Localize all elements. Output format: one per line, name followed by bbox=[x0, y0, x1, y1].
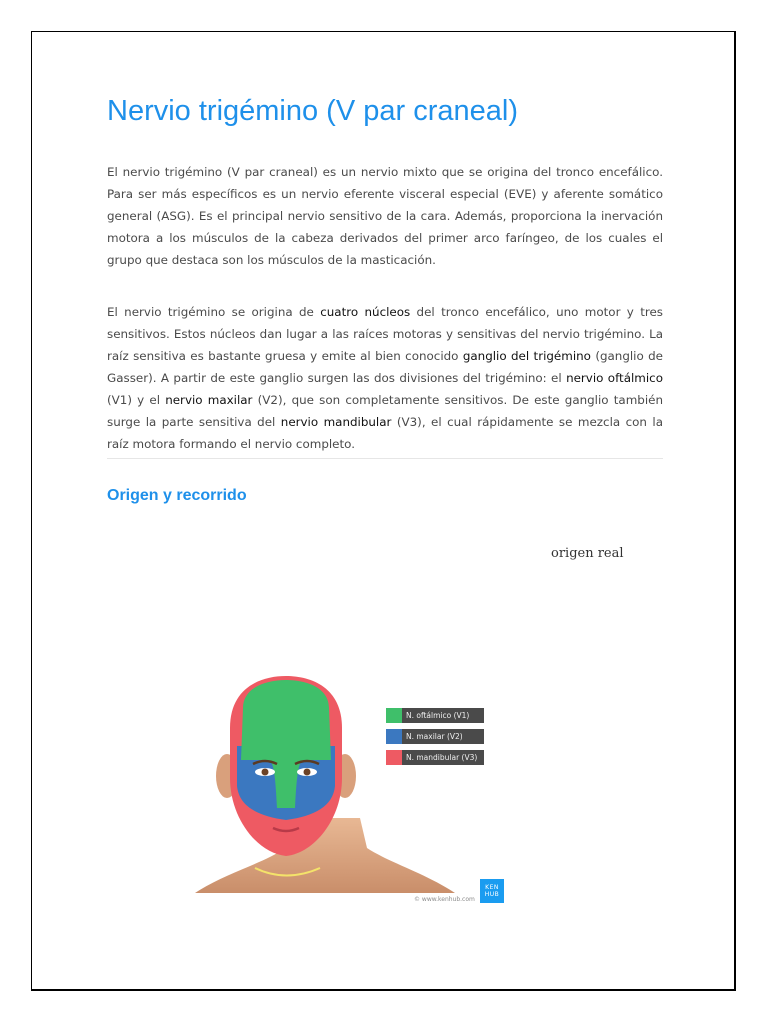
keyword-nervio-mandibular: nervio mandibular bbox=[280, 415, 392, 429]
legend-label-v1: N. oftálmico (V1) bbox=[402, 708, 484, 723]
origin-label: origen real bbox=[551, 546, 624, 561]
legend-item-v3 bbox=[386, 750, 484, 765]
text-segment: (V1) y el bbox=[107, 393, 166, 407]
trigeminal-face-illustration bbox=[185, 668, 515, 908]
text-segment: (V3), el cual rápidamente se mezcla con la raíz motora formando el nervio completo. bbox=[107, 415, 663, 451]
text-segment: (V2), que son completamente sensitivos. De este ganglio también surge la parte sensitiva del bbox=[107, 393, 663, 429]
text-segment: (ganglio de Gasser). A partir de este ganglio surgen las dos divisiones del trigémino: el bbox=[107, 349, 663, 385]
legend-item-v2 bbox=[386, 729, 484, 744]
keyword-nervio-oftalmico: nervio oftálmico bbox=[566, 371, 663, 385]
legend-item-v1 bbox=[386, 708, 484, 723]
legend-label-v3: N. mandibular (V3) bbox=[402, 750, 484, 765]
section-heading: Origen y recorrido bbox=[107, 487, 247, 504]
page-title: Nervio trigémino (V par craneal) bbox=[107, 95, 518, 127]
keyword-ganglio-trigemino: ganglio del trigémino bbox=[462, 349, 591, 363]
legend-swatch-v1 bbox=[386, 708, 402, 723]
copyright-text: © www.kenhub.com bbox=[414, 896, 475, 903]
text-segment: El nervio trigémino se origina de bbox=[107, 305, 321, 319]
origin-paragraph bbox=[107, 301, 663, 455]
intro-paragraph: El nervio trigémino (V par craneal) es un nervio mixto que se origina del tronco encefálico. Para ser más específicos es un nervio eferente visceral especial (EVE) y aferente somático general (ASG). Es el principal nervio sensitivo de la cara. Además, proporciona la inervación motora a los músculos de la cabeza derivados del primer arco faríngeo, de los cuales el grupo que destaca son los músculos de la masticación. bbox=[107, 165, 663, 267]
kenhub-logo bbox=[480, 879, 504, 903]
section-divider bbox=[107, 458, 663, 459]
keyword-cuatro-nucleos: cuatro núcleos bbox=[320, 305, 411, 319]
logo-line-1: KEN bbox=[485, 884, 499, 891]
keyword-nervio-maxilar: nervio maxilar bbox=[165, 393, 253, 407]
legend-swatch-v3 bbox=[386, 750, 402, 765]
logo-line-2: HUB bbox=[484, 891, 500, 898]
legend-swatch-v2 bbox=[386, 729, 402, 744]
legend-label-v2: N. maxilar (V2) bbox=[402, 729, 484, 744]
text-segment: del tronco encefálico, uno motor y tres sensitivos. Estos núcleos dan lugar a las raíces motoras y sensitivas del nervio trigémino. La raíz sensitiva es bastante gruesa y emite al bien conocido bbox=[107, 305, 663, 363]
